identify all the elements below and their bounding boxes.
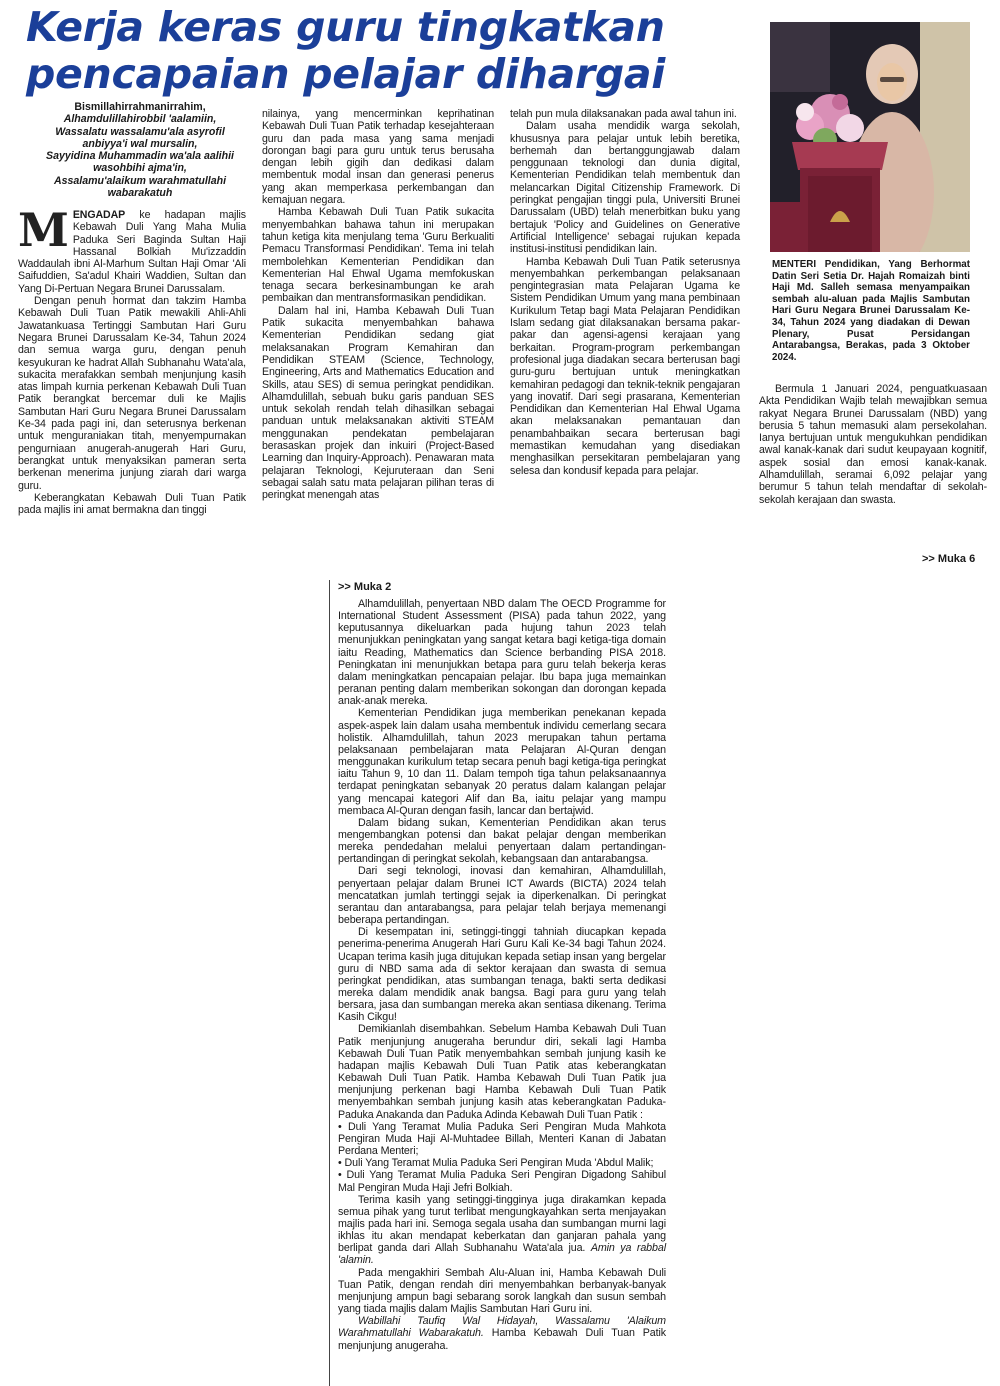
paragraph-text: Terima kasih yang setinggi-tingginya juga dirakamkan kepada semua pihak yang turut terlibat mengungkayahkan serta menjayakan majlis pada hari ini. Semoga segala usaha dan sumbangan murni lagi ikhlas itu akan mendapat keberkatan dan ganjaran pahala yang berlipat ganda dari Allah Subhanahu Wata'ala jua. <box>338 1193 666 1255</box>
photo-illustration <box>770 22 970 252</box>
paragraph-text: ke hadapan majlis Kebawah Duli Yang Maha Mulia Paduka Seri Baginda Sultan Haji Hassanal Bolkiah Mu'izzaddin Waddaulah ibni Al-Marhum Sultan Haji Omar 'Ali Saifuddien, Sa'adul Khairi Waddien, Sultan dan Yang Di-Pertuan Negara Brunei Darussalam. <box>18 209 246 295</box>
salutation-line: Sayyidina Muhammadin wa'ala aalihii <box>46 150 234 163</box>
italic-text: Wabillahi Taufiq Wal Hidayah, Wassalamu 'Alaikum Warahmatullahi Wabarakatuh. <box>338 1315 666 1340</box>
salutation <box>26 101 254 199</box>
salutation-line: Alhamdulillahirobbil 'aalamiin, <box>63 113 217 126</box>
article-paragraph: Di kesempatan ini, setinggi-tinggi tahniah diucapkan kepada penerima-penerima Anugerah Hari Guru Kali Ke-34 bagi Tahun 2024. Ucapan terima kasih juga ditujukan kepada setiap insan yang bergelar guru di NBD sama ada di sektor kerajaan dan swasta di semua peringkat pendidikan, atas sumbangan tenaga, bakti serta dedikasi mereka dalam mendidik anak bangsa. Bagi para guru yang telah bersara, jasa dan sumbangan mereka akan sentiasa dikenang. Terima Kasih Cikgu! <box>338 926 666 1024</box>
lead-word: ENGADAP <box>72 209 126 221</box>
bullet-item: • Duli Yang Teramat Mulia Paduka Seri Pengiran Muda Mahkota Pengiran Muda Haji Al-Muhtadee Billah, Menteri Kanan di Jabatan Perdana Menteri; <box>338 1120 666 1158</box>
article-paragraph: Dalam bidang sukan, Kementerian Pendidikan akan terus mengembangkan potensi dan bakat pelajar dengan memberikan mereka pendedahan melalui penyertaan dalam pertandingan-pertandingan di peringkat sekolah, kebangsaan dan antarabangsa. <box>338 816 666 866</box>
article-paragraph: Hamba Kebawah Duli Tuan Patik seterusnya menyembahkan perkembangan pelaksanaan pengintegrasian mata Pelajaran Ugama ke Sistem Pendidikan Umum yang mana pembinaan Kurikulum Tetap bagi Mata Pelajaran Pendidikan Islam sedang giat dilaksanakan bersama pakar-pakar dan agensi-agensi kerajaan yang berkaitan. Program-program perkembangan profesional juga diadakan secara berterusan bagi guru-guru bertujuan untuk meningkatkan kemahiran pedagogi dan teknik-teknik pengajaran yang inovatif. Dari segi prasarana, Kementerian Pendidikan dan Kementerian Hal Ehwal Ugama akan melaksanakan pemantauan dan penambahbaikan secara berterusan bagi memastikan kemudahan yang disediakan menghasilkan persekitaran pembelajaran yang selesa dan kondusif kepada para pelajar. <box>510 255 740 477</box>
salutation-line: Wassalatu wassalamu'ala asyrofil <box>55 125 225 138</box>
paragraph-text: Hamba Kebawah Duli Tuan Patik menjunjung anugeraha. <box>338 1327 667 1352</box>
article-paragraph: Pada mengakhiri Sembah Alu-Aluan ini, Hamba Kebawah Duli Tuan Patik, dengan rendah diri menyembahkan berbanyak-banyak menjunjung ampun bagi sebarang sorok langkah dan susun sembah yang tiada majlis dalam Majlis Sambutan Hari Guru ini. <box>338 1266 666 1316</box>
minister-photo <box>770 22 970 252</box>
salutation-line: Assalamu'alaikum warahmatullahi <box>53 174 227 187</box>
article-paragraph: Alhamdulillah, penyertaan NBD dalam The OECD Programme for International Student Assessment (PISA) pada tahun 2022, yang keputusannya dikeluarkan pada hujung tahun 2023 telah menunjukkan peningkatan yang sangat ketara bagi ketiga-tiga domain iaitu Reading, Mathematics dan Science berbanding PISA 2018. Peningkatan ini menunjukkan betapa para guru telah bekerja keras dalam meningkatkan pencapaian pelajar. Ibu bapa juga memainkan peranan penting dalam memberikan sokongan dan dorongan kepada anak-anak mereka. <box>338 598 666 708</box>
article-paragraph <box>338 1315 666 1351</box>
article-paragraph <box>18 203 246 295</box>
jump-from-page-label: >> Muka 2 <box>338 581 392 593</box>
italic-text: Amin ya rabbal 'alamin. <box>338 1242 666 1267</box>
article-paragraph: Hamba Kebawah Duli Tuan Patik sukacita menyembahkan bahawa tahun ini merupakan tahun ketiga kita menjulang tema 'Guru Berkualiti Pemacu Transformasi Pendidikan'. Tema ini telah membolehkan Kementerian Pendidikan dan Kementerian Hal Ehwal Ugama memfokuskan tenaga secara berkesinambungan ke arah pembaikan dan mentransformasikan pendidikan. <box>262 206 494 305</box>
article-paragraph: Dalam hal ini, Hamba Kebawah Duli Tuan Patik sukacita menyembahkan bahawa Kementerian Pendidikan sedang giat melaksanakan Program Kemahiran dan Pendidikan STEAM (Science, Technology, Engineering, Arts and Mathematics Education and Skills, atau SES) di semua peringkat pendidikan. Alhamdulillah, sebuah buku garis panduan SES untuk sekolah rendah telah dihasilkan sebagai panduan untuk melaksanakan aktiviti STEAM menggunakan pendekatan pembelajaran berasaskan projek dan inkuiri (Project-Based Learning dan Inquiry-Approach). Penawaran mata pelajaran Teknologi, Kejuruteraan dan Seni sebagai salah satu mata pelajaran pilihan teras di peringkat menengah atas <box>262 304 494 502</box>
headline-line-2: pencapaian pelajar dihargai <box>26 50 666 98</box>
headline <box>26 4 746 98</box>
jump-to-page-link[interactable]: >> Muka 6 <box>922 553 976 565</box>
salutation-line: wasohbihi ajma'in, <box>93 162 187 175</box>
article-paragraph: Kementerian Pendidikan juga memberikan penekanan kepada aspek-aspek lain dalam usaha membentuk individu cemerlang secara holistik. Alhamdulillah, tahun 2023 merupakan tahun pertama pelaksanaan pembelajaran mata Pelajaran Al-Quran dengan menggunakan kurikulum tetap secara penuh bagi ketiga-tiga peringkat iaitu Tahun 9, 10 dan 11. Dalam tempoh tiga tahun pelaksanaannya terdapat peningkatan sebanyak 20 peratus dalam kalangan pelajar yang mencapai kategori Alif dan Ba, iaitu pelajar yang mampu membaca Al-Quran dengan fasih, lancar dan bertajwid. <box>338 707 666 817</box>
bullet-item: • Duli Yang Teramat Mulia Paduka Seri Pengiran Digadong Sahibul Mal Pengiran Muda Haji Jefri Bolkiah. <box>338 1169 666 1194</box>
article-column-2 <box>262 108 494 502</box>
drop-cap: M <box>18 203 69 257</box>
salutation-line: wabarakatuh <box>107 187 173 200</box>
article-paragraph: nilainya, yang mencerminkan keprihatinan Kebawah Duli Tuan Patik terhadap kesejahteraan guru dan pada masa yang sama menjadi dorongan bagi para guru untuk terus berusaha dengan lebih gigih dan dedikasi dalam membentuk modal insan dan generasi penerus yang akan memperkasa perkembangan dan kemajuan negara. <box>262 108 494 207</box>
article-paragraph <box>338 1194 666 1267</box>
continuation-column <box>338 598 666 1352</box>
bullet-item: • Duli Yang Teramat Mulia Paduka Seri Pengiran Muda 'Abdul Malik; <box>338 1157 654 1170</box>
article-paragraph: Demikianlah disembahkan. Sebelum Hamba Kebawah Duli Tuan Patik menjunjung anugeraha berundur diri, sekali lagi Hamba Kebawah Duli Tuan Patik menyembahkan sembah junjung kasih ke hadapan majlis Kebawah Duli Tuan Patik atas keberangkatan Kebawah Duli Tuan Patik. Hamba Kebawah Duli Tuan Patik jua menjunjung perkenan bagi Hamba Kebawah Duli Tuan Patik menyembahkan sembah junjung kasih atas keberangkatan Paduka-Paduka Anakanda dan Paduka Adinda Kebawah Duli Tuan Patik : <box>338 1023 666 1121</box>
article-paragraph: Dengan penuh hormat dan takzim Hamba Kebawah Duli Tuan Patik mewakili Ahli-Ahli Jawatankuasa Tertinggi Sambutan Hari Guru Negara Brunei Darussalam Ke-34, Tahun 2024 dan semua warga guru, dengan penuh kesyukuran ke hadrat Allah Subhanahu Wata'ala, sukacita merafakkan sembah menjunjung kasih atas limpah kurnia perkenan Kebawah Duli Tuan Patik berangkat bercemar duli ke Majlis Sambutan Hari Guru Negara Brunei Darussalam Ke-34 pada pagi ini, dan seterusnya berkenan untuk menguraniakan titah, menyempurnakan pengurniaan anugerah-anugerah Hari Guru, berangkat untuk menyaksikan pameran serta berkenan menerima junjung ziarah dari warga guru. <box>18 295 246 492</box>
salutation-line: anbiyya'i wal mursalin, <box>82 137 198 150</box>
photo-caption: MENTERI Pendidikan, Yang Berhormat Datin Seri Setia Dr. Hajah Romaizah binti Haji Md. Salleh semasa menyampaikan sembah alu-aluan pada Majlis Sambutan Hari Guru Negara Brunei Darussalam Ke-34, Tahun 2024 yang diadakan di Dewan Plenary, Pusat Persidangan Antarabangsa, Berakas, pada 3 Oktober 2024. <box>772 259 970 363</box>
article-paragraph: Keberangkatan Kebawah Duli Tuan Patik pada majlis ini amat bermakna dan tinggi <box>18 491 246 517</box>
article-paragraph: Dalam usaha mendidik warga sekolah, khususnya para pelajar untuk lebih beretika, berhemah dan bertanggungjawab dalam penggunaan teknologi dan dunia digital, Kementerian Pendidikan telah membentuk dan melancarkan Digital Citizenship Framework. Di peringkat pengajian tinggi pula, Universiti Brunei Darussalam (UBD) telah menerbitkan buku yang bertajuk 'Policy and Guidelines on Generative Artificial Intelligence' sebagai rujukan kepada institusi-institusi pendidikan lain. <box>510 120 740 256</box>
article-column-4 <box>759 383 987 506</box>
article-paragraph: Dari segi teknologi, inovasi dan kemahiran, Alhamdulillah, penyertaan pelajar dalam Brunei ICT Awards (BICTA) 2024 telah mencatatkan jumlah tertinggi sejak ia diperkenalkan. Di peringkat serantau dan antarabangsa, para pelajar telah berjaya memenangi beberapa pertandingan. <box>338 865 666 927</box>
headline-line-1: Kerja keras guru tingkatkan <box>26 3 665 51</box>
article-column-3 <box>510 108 740 477</box>
article-column-1 <box>18 203 246 517</box>
article-paragraph: Bermula 1 Januari 2024, penguatkuasaan Akta Pendidikan Wajib telah mewajibkan semua rakyat Negara Brunei Darussalam (NBD) yang berusia 5 tahun memasuki alam persekolahan. Ianya bertujuan untuk mengukuhkan pendidikan awal kanak-kanak dari sudut keupayaan kognitif, aspek sosial dan emosi kanak-kanak. Alhamdulillah, seramai 6,092 pelajar yang berumur 5 tahun telah mendaftar di sekolah-sekolah kerajaan dan swasta. <box>759 383 987 506</box>
column-divider <box>329 580 330 1386</box>
article-paragraph: telah pun mula dilaksanakan pada awal tahun ini. <box>510 108 737 120</box>
salutation-line: Bismillahirrahmanirrahim, <box>74 101 206 113</box>
